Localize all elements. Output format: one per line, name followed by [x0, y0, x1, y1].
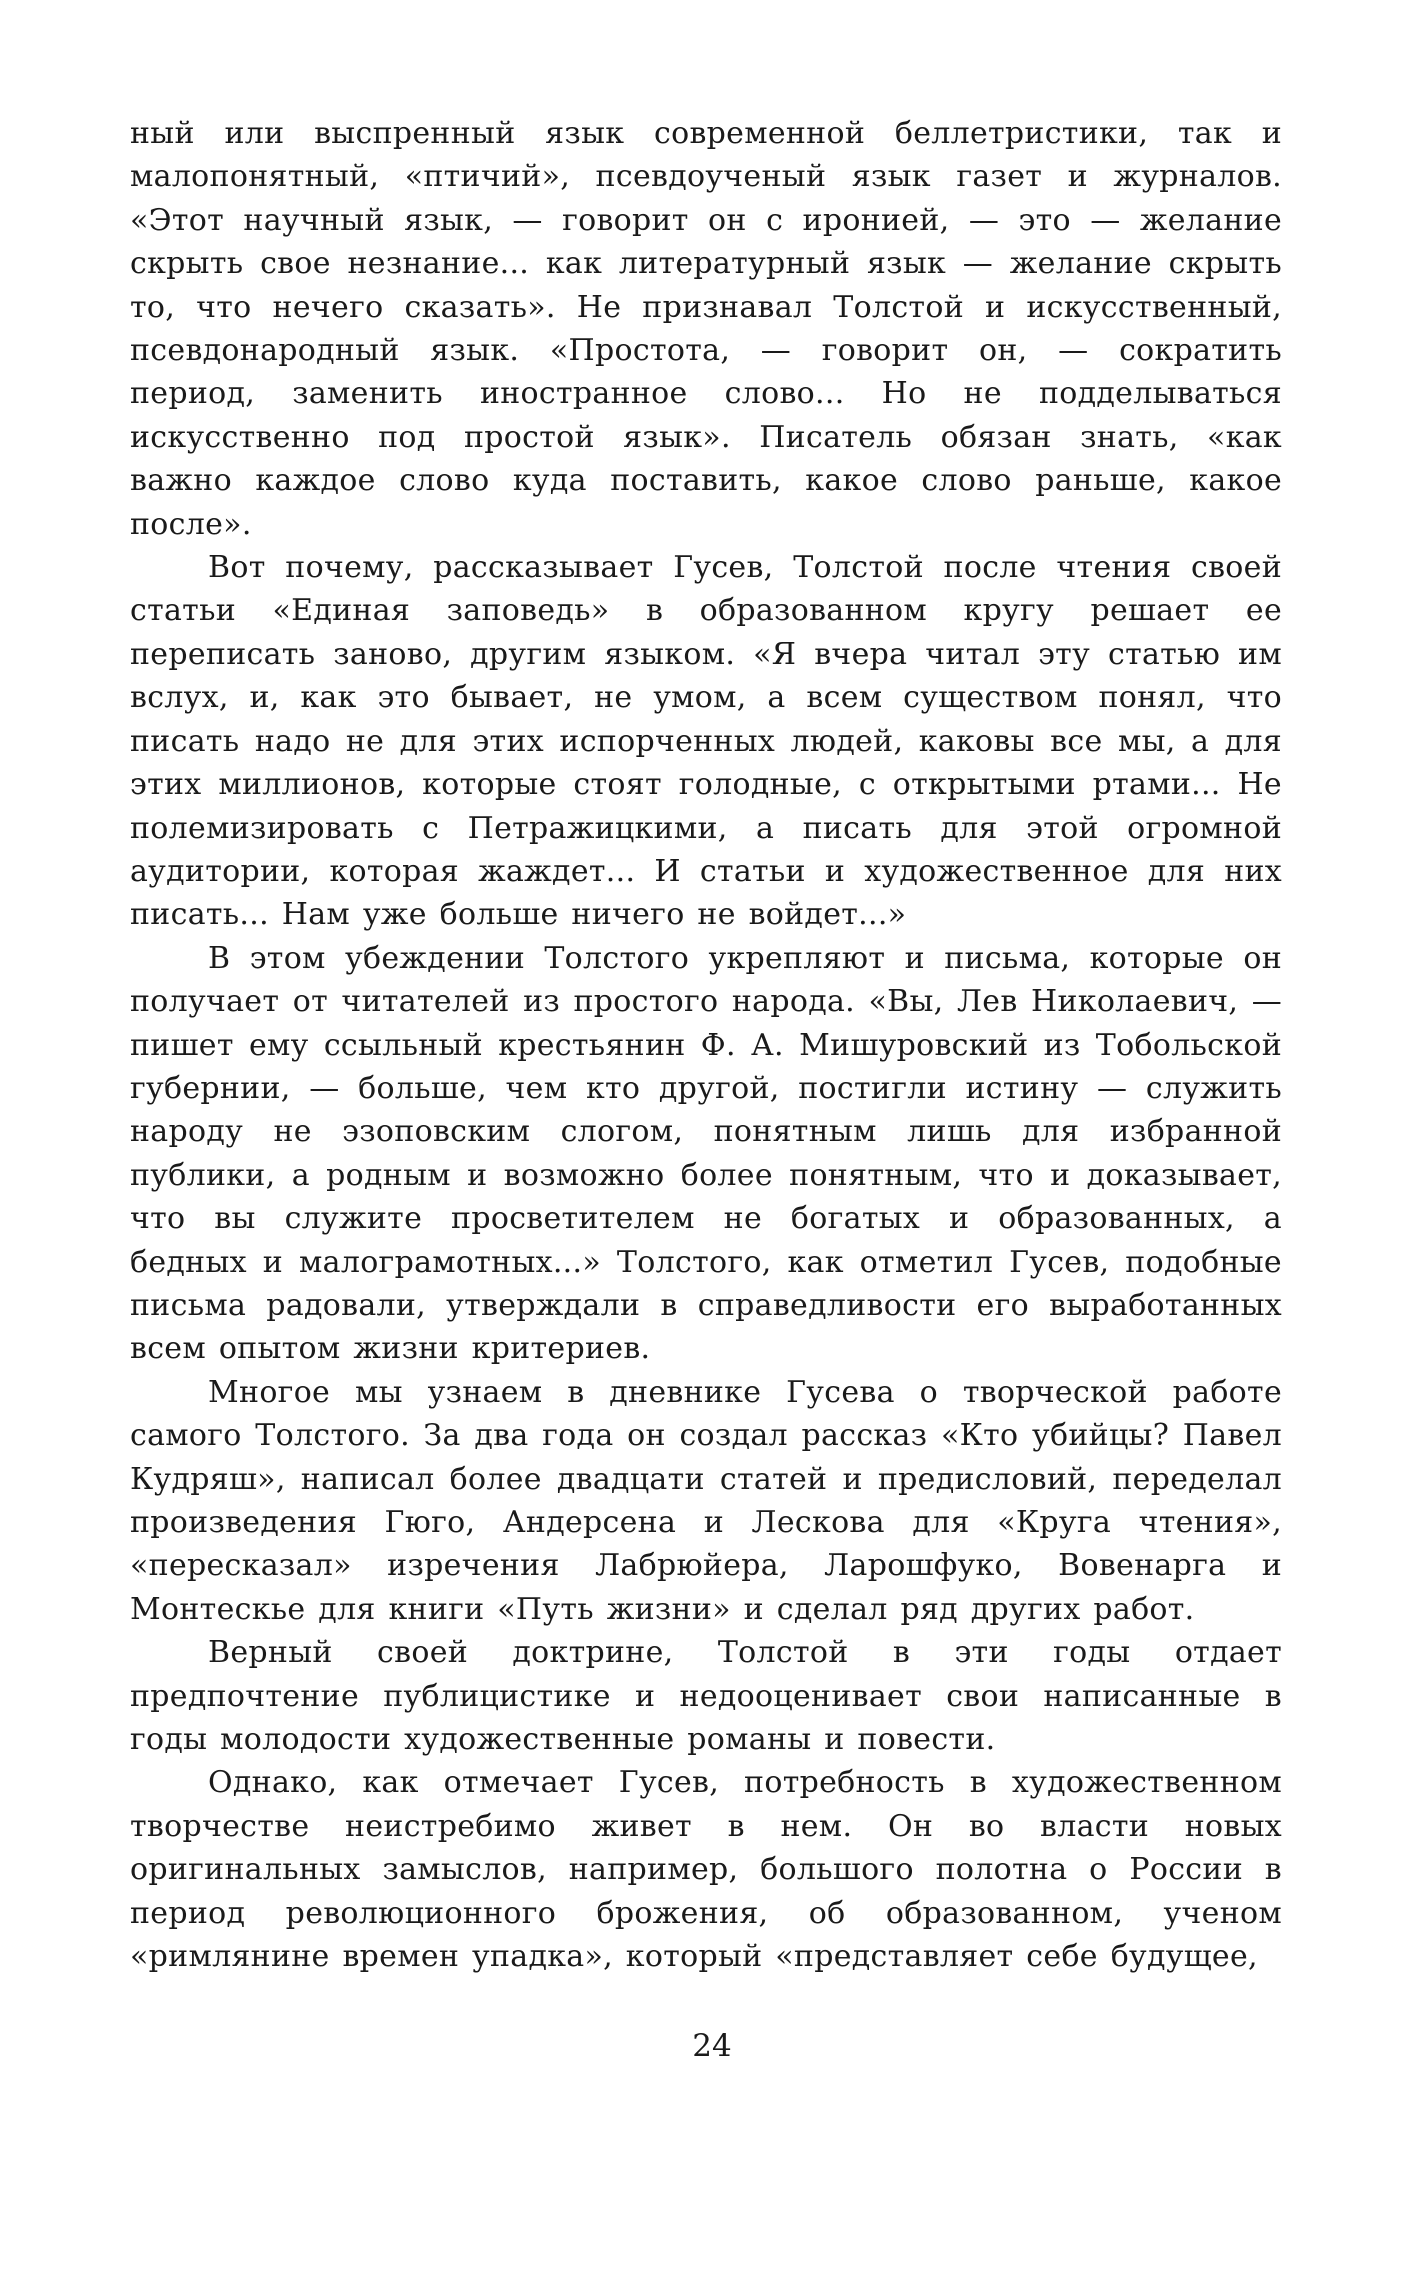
paragraph-creative-work: Многое мы узнаем в дневнике Гусева о творческой работе самого Толстого. За два года он создал рассказ «Кто убийцы? Павел Кудряш», написал более двадцати статей и предисловий, переделал произведения Гюго, Андерсена и Лескова для «Круга чтения», «пересказал» изречения Лабрюйера, Ларошфуко, Вовенарга и Монтескье для книги «Путь жизни» и сделал ряд других работ. [130, 1374, 1282, 1627]
page-number: 24 [692, 2028, 732, 2064]
body-text [130, 112, 1282, 1978]
paragraph-readers-letters: В этом убеждении Толстого укрепляют и письма, которые он получает от читателей из простого народа. «Вы, Лев Николаевич, — пишет ему ссыльный крестьянин Ф. А. Мишуровский из Тобольской губернии, — больше, чем кто другой, постигли истину — служить народу не эзоповским слогом, понятным лишь для избранной публики, а родным и возможно более понятным, что и доказывает, что вы служите просветителем не богатых и образованных, а бедных и малограмотных...» Толстого, как отметил Гусев, подобные письма радовали, утверждали в справедливости его выработанных всем опытом жизни критериев. [130, 940, 1282, 1367]
paragraph-continuation: ный или выспренный язык современной беллетристики, так и малопонятный, «птичий», псевдоученый язык газет и журналов. «Этот научный язык, — говорит он с иронией, — это — желание скрыть свое незнание... как литературный язык — желание скрыть то, что нечего сказать». Не признавал Толстой и искусственный, псевдонародный язык. «Простота, — говорит он, — сократить период, заменить иностранное слово... Но не подделываться искусственно под простой язык». Писатель обязан знать, «как важно каждое слово куда поставить, какое слово раньше, какое после». [130, 116, 1282, 542]
paragraph-artistic-need: Однако, как отмечает Гусев, потребность в художественном творчестве неистребимо живет в нем. Он во власти новых оригинальных замыслов, например, большого полотна о России в период революционного брожения, об образованном, ученом «римлянине времен упадка», который «представляет себе будущее, [130, 1765, 1282, 1975]
paragraph-gusev-rewrite: Вот почему, рассказывает Гусев, Толстой после чтения своей статьи «Единая заповедь» в образованном кругу решает ее переписать заново, другим языком. «Я вчера читал эту статью им вслух, и, как это бывает, не умом, а всем существом понял, что писать надо не для этих испорченных людей, каковы все мы, а для этих миллионов, которые стоят голодные, с открытыми ртами... Не полемизировать с Петражицкими, а писать для этой огромной аудитории, которая жаждет... И статьи и художественное для них писать... Нам уже больше ничего не войдет...» [130, 550, 1282, 933]
paragraph-doctrine: Верный своей доктрине, Толстой в эти годы отдает предпочтение публицистике и недооценивает свои написанные в годы молодости художественные романы и повести. [130, 1635, 1282, 1758]
